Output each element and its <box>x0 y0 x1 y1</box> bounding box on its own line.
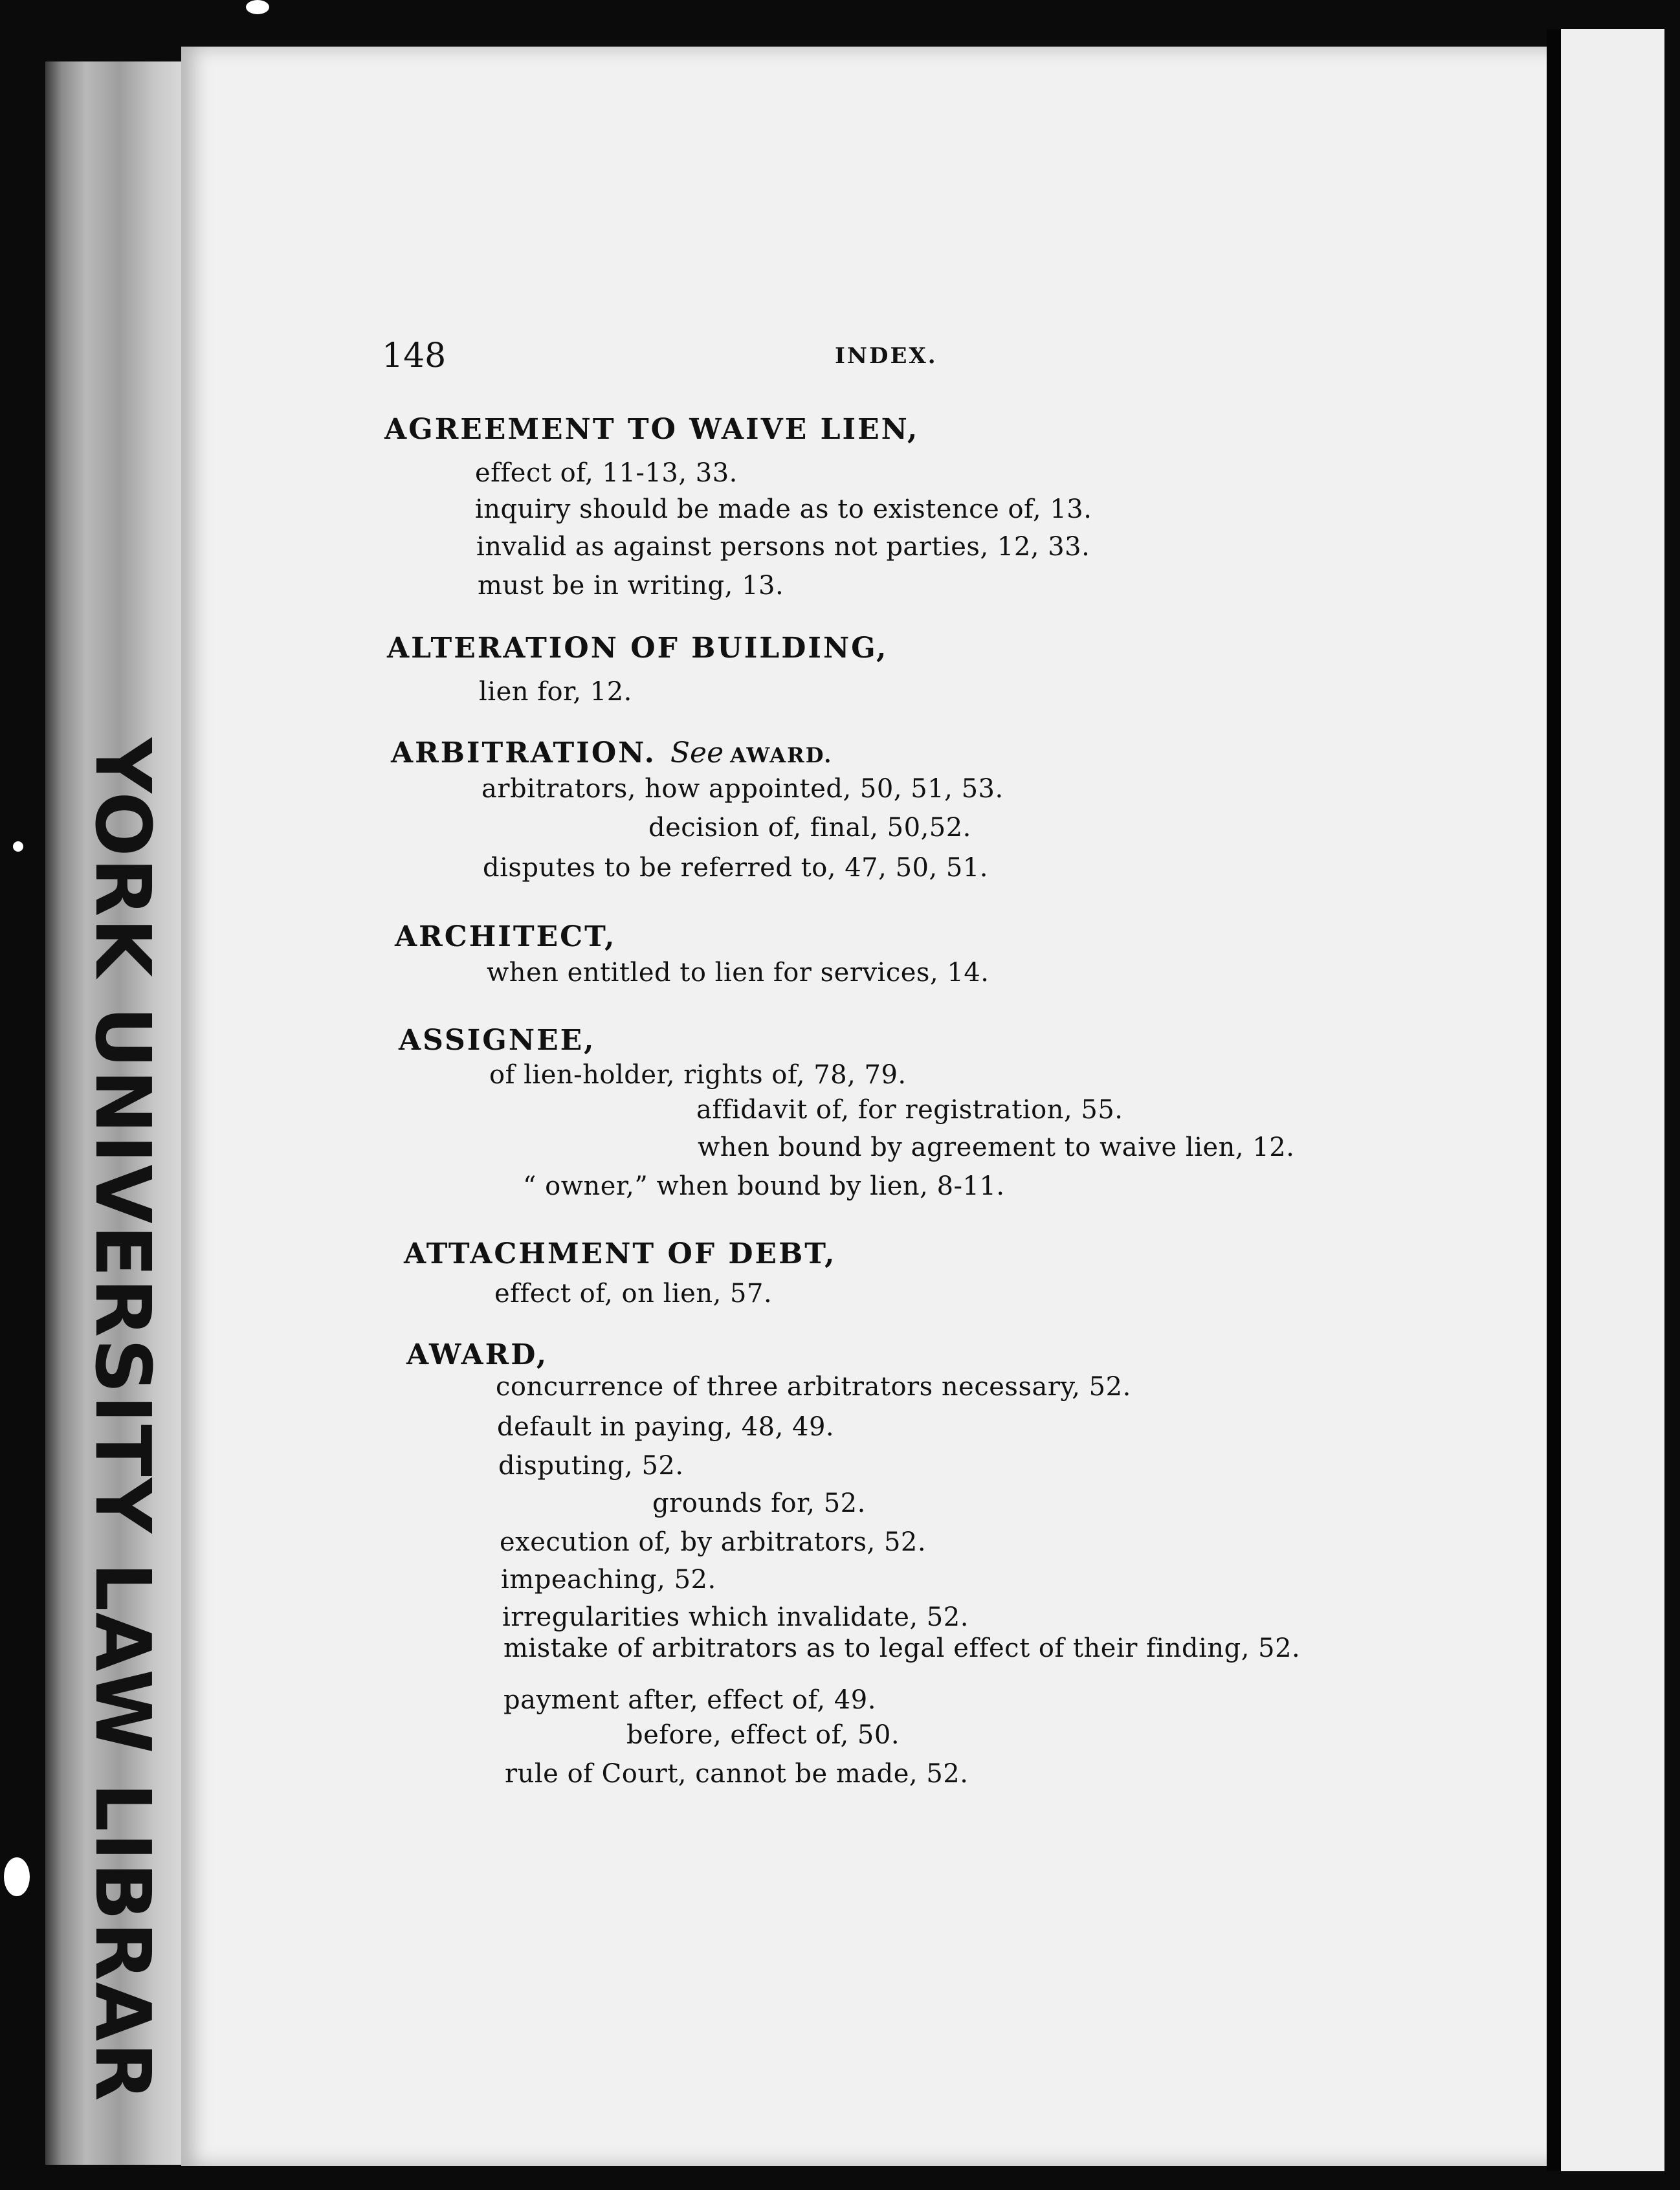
entry-line: when entitled to lien for services, 14. <box>487 958 989 988</box>
entry-line: invalid as against persons not parties, 12, 33. <box>476 532 1090 562</box>
see-reference: AWARD. <box>730 743 833 768</box>
entry-line: before, effect of, 50. <box>626 1720 900 1750</box>
entry-line: rule of Court, cannot be made, 52. <box>505 1759 969 1789</box>
entry-line: of lien-holder, rights of, 78, 79. <box>489 1060 907 1090</box>
entry-heading-arbitration <box>391 736 832 769</box>
entry-line: grounds for, 52. <box>652 1488 866 1518</box>
entry-line: “ owner,” when bound by lien, 8-11. <box>523 1171 1005 1201</box>
page-header <box>382 337 1029 382</box>
entry-line: disputes to be referred to, 47, 50, 51. <box>483 853 989 883</box>
entry-heading-alteration: ALTERATION OF BUILDING, <box>387 632 889 665</box>
entry-heading-award: AWARD, <box>406 1338 549 1371</box>
entry-line: lien for, 12. <box>479 677 632 707</box>
entry-line: effect of, on lien, 57. <box>494 1279 773 1309</box>
spine-stamp: YORK UNIVERSITY LAW LIBRAR <box>78 738 168 2103</box>
entry-heading-attachment: ATTACHMENT OF DEBT, <box>404 1237 837 1270</box>
entry-line: must be in writing, 13. <box>478 571 784 601</box>
scan-speck <box>246 0 269 14</box>
entry-line: execution of, by arbitrators, 52. <box>500 1527 927 1557</box>
heading-text: ARBITRATION. <box>391 736 656 769</box>
entry-line: arbitrators, how appointed, 50, 51, 53. <box>481 774 1004 804</box>
entry-line: affidavit of, for registration, 55. <box>696 1095 1123 1125</box>
see-label: See <box>670 736 724 769</box>
entry-line: irregularities which invalidate, 52. <box>502 1602 969 1632</box>
entry-heading-architect: ARCHITECT, <box>395 920 617 953</box>
entry-line: impeaching, 52. <box>501 1565 716 1595</box>
entry-line: concurrence of three arbitrators necessary, 52. <box>496 1372 1131 1402</box>
facing-page-edge <box>1547 29 1664 2171</box>
page-number: 148 <box>382 337 447 375</box>
entry-heading-agreement: AGREEMENT TO WAIVE LIEN, <box>384 413 920 446</box>
entry-line: mistake of arbitrators as to legal effect of their finding, 52. <box>503 1633 1301 1663</box>
entry-line: effect of, 11-13, 33. <box>475 458 738 488</box>
entry-line: when bound by agreement to waive lien, 12. <box>698 1133 1295 1162</box>
entry-line: inquiry should be made as to existence of, 13. <box>475 494 1092 524</box>
entry-heading-assignee: ASSIGNEE, <box>399 1024 596 1057</box>
entry-line: default in paying, 48, 49. <box>497 1412 835 1442</box>
entry-line: decision of, final, 50,52. <box>648 813 971 843</box>
entry-line: disputing, 52. <box>498 1451 684 1481</box>
running-head: INDEX. <box>835 343 938 369</box>
scan-speck <box>13 841 23 852</box>
scan-speck <box>4 1857 30 1896</box>
entry-line: payment after, effect of, 49. <box>503 1685 876 1715</box>
